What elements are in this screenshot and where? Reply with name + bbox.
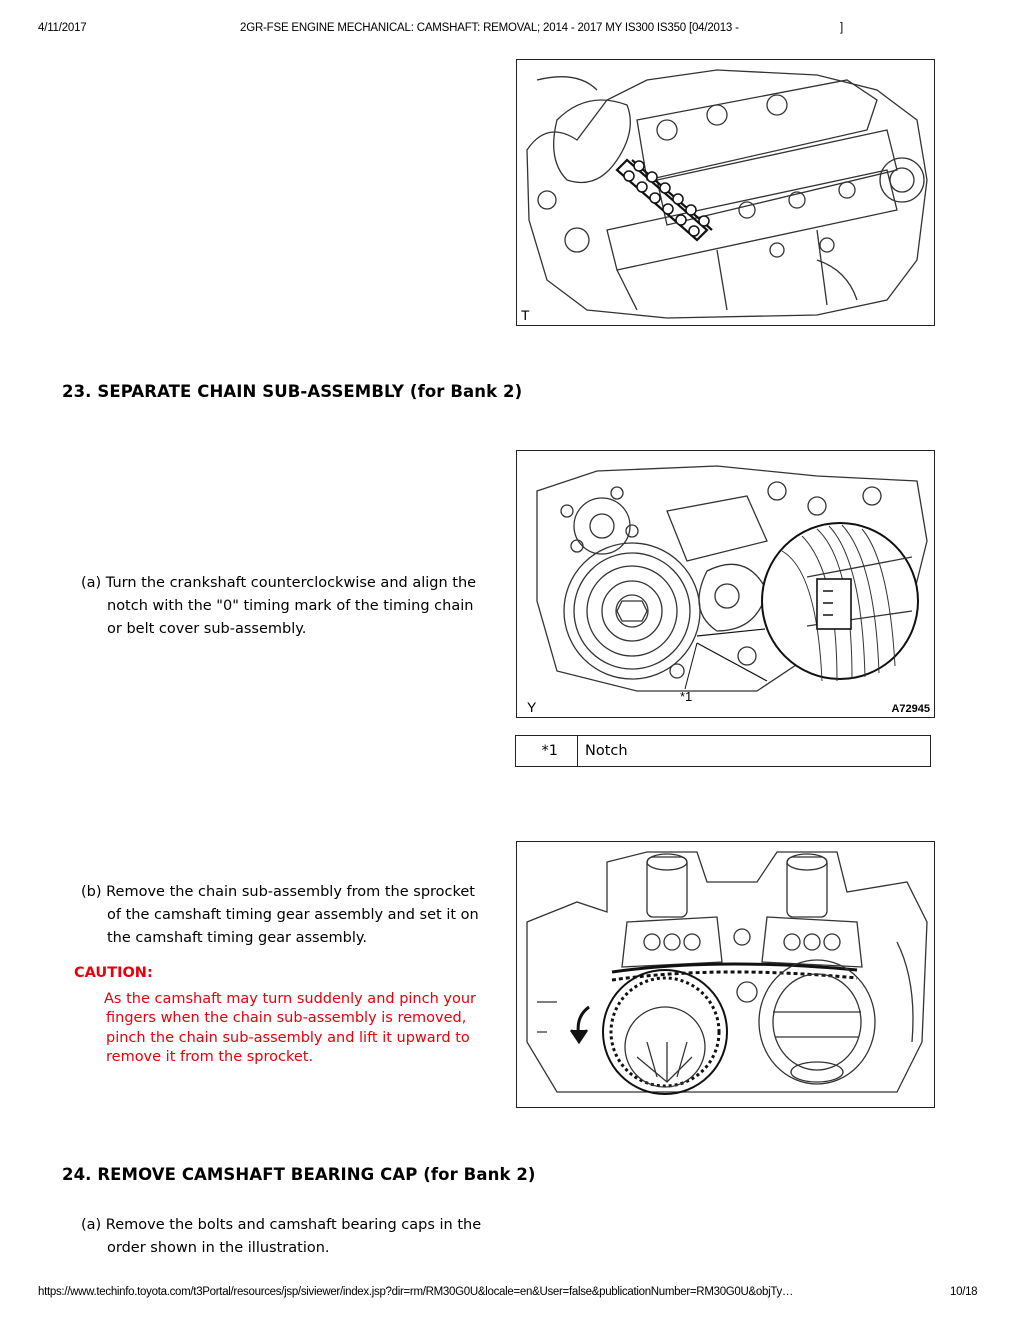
document-title: 2GR-FSE ENGINE MECHANICAL: CAMSHAFT: REMOVAL; 2014 - 2017 MY IS300 IS350 [04/2013 - — [240, 22, 739, 34]
section-23-step-a — [81, 572, 476, 641]
section-24-step-a — [81, 1214, 481, 1260]
legend-value: Notch — [585, 743, 628, 759]
step-text-line: notch with the "0" timing mark of the timing chain — [107, 598, 474, 614]
section-24-heading: 24. REMOVE CAMSHAFT BEARING CAP (for Bank 2) — [62, 1165, 536, 1184]
caution-line: fingers when the chain sub-assembly is removed, — [106, 1010, 467, 1027]
figure-chain-removed-illustration — [516, 59, 935, 326]
page-number: 10/18 — [950, 1286, 978, 1298]
document-title-bracket: ] — [840, 22, 843, 34]
figure-code: A72945 — [891, 703, 930, 715]
step-text-line: (a) Turn the crankshaft counterclockwise and align the — [81, 575, 477, 591]
figure-callout-label: *1 — [680, 689, 693, 704]
caution-line: As the camshaft may turn suddenly and pinch your — [104, 991, 476, 1007]
step-text-line: the camshaft timing gear assembly. — [107, 930, 368, 946]
figure-crankshaft-notch-illustration — [516, 450, 935, 718]
step-text-line: (a) Remove the bolts and camshaft bearing caps in the — [81, 1217, 482, 1233]
section-23-heading: 23. SEPARATE CHAIN SUB-ASSEMBLY (for Bank 2) — [62, 382, 523, 401]
callout-legend-table — [515, 735, 931, 767]
figure-corner-label: Y — [527, 699, 537, 715]
step-text-line: or belt cover sub-assembly. — [107, 621, 307, 637]
page-url: https://www.techinfo.toyota.com/t3Portal/resources/jsp/siviewer/index.jsp?dir=rm/RM30G0U&locale=en&User=false&publicationNumber=RM30G0U&objTy… — [38, 1286, 794, 1298]
section-23-step-b — [81, 881, 479, 950]
caution-line: remove it from the sprocket. — [106, 1049, 314, 1066]
caution-title: CAUTION: — [74, 965, 153, 981]
figure-camshaft-timing-gear-illustration — [516, 841, 935, 1108]
legend-key: *1 — [516, 736, 578, 766]
caution-text — [104, 990, 476, 1068]
figure-corner-label: T — [521, 307, 530, 323]
step-text-line: of the camshaft timing gear assembly and set it on — [107, 907, 479, 923]
caution-line: pinch the chain sub-assembly and lift it upward to — [106, 1029, 470, 1046]
print-date: 4/11/2017 — [38, 22, 87, 34]
step-text-line: order shown in the illustration. — [107, 1240, 330, 1256]
step-text-line: (b) Remove the chain sub-assembly from the sprocket — [81, 884, 475, 900]
